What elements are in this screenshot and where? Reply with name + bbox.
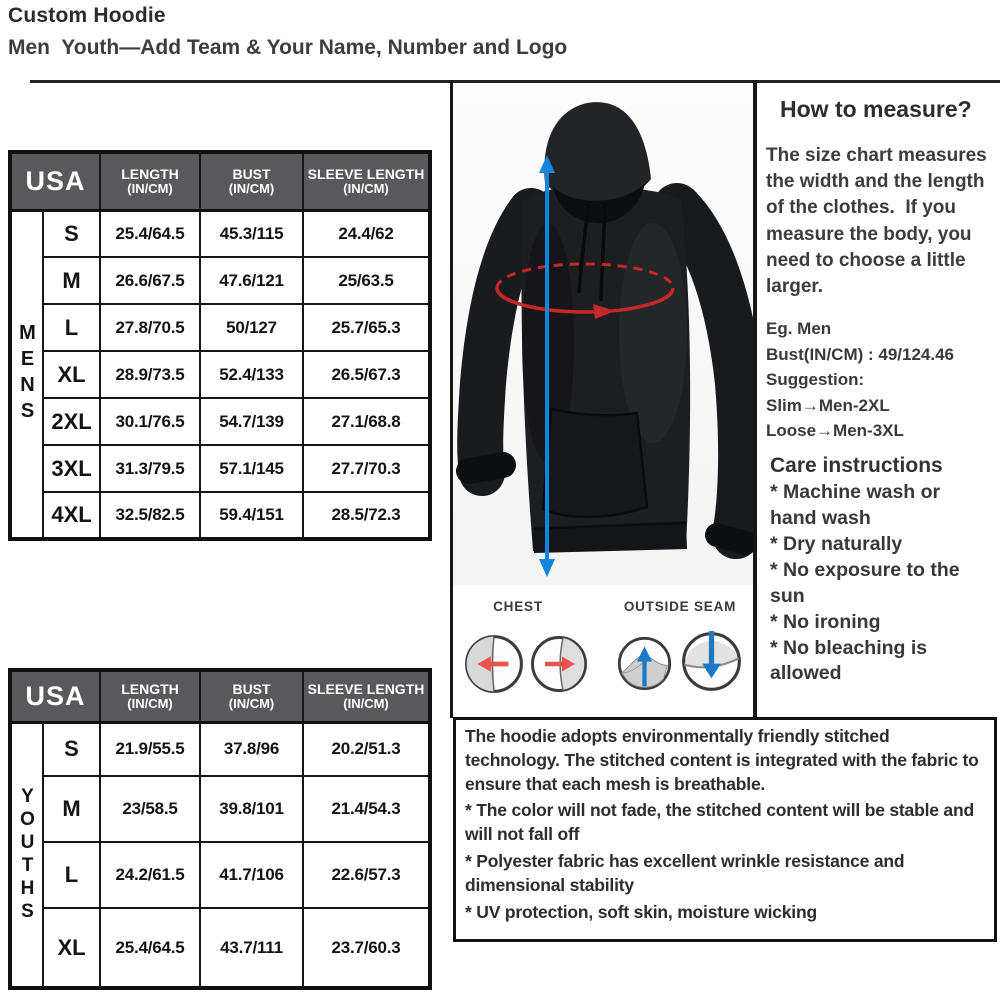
table-row bbox=[10, 492, 430, 539]
column-header-bust bbox=[200, 152, 303, 210]
how-to-measure-heading: How to measure? bbox=[780, 96, 972, 122]
description-line: * UV protection, soft skin, moisture wicking bbox=[465, 901, 817, 922]
column-unit: (IN/CM) bbox=[343, 695, 389, 711]
bust-cell: 37.8/96 bbox=[200, 722, 303, 776]
table-row bbox=[10, 304, 430, 351]
seam-lift-up-icon bbox=[616, 635, 673, 692]
care-item: * Machine wash or hand wash bbox=[770, 481, 941, 529]
length-cell: 21.9/55.5 bbox=[100, 722, 200, 776]
product-description-box bbox=[453, 717, 997, 942]
length-cell: 27.8/70.5 bbox=[100, 304, 200, 351]
example-line: Slim→Men-2XL bbox=[766, 395, 890, 415]
column-label: LENGTH bbox=[121, 680, 179, 697]
care-instructions-block bbox=[770, 454, 988, 687]
care-instructions-heading: Care instructions bbox=[770, 454, 943, 477]
size-label-cell: XL bbox=[43, 908, 100, 988]
column-unit: (IN/CM) bbox=[228, 180, 275, 196]
description-line: The hoodie adopts environmentally friendly stitched technology. The stitched content is integrated with the fabric to ensure that each mesh is breathable. bbox=[465, 726, 979, 794]
chest-label: CHEST bbox=[493, 599, 543, 614]
seam-press-down-icon bbox=[680, 630, 743, 693]
mens-group-label: MENS bbox=[10, 210, 43, 539]
page-title: Custom Hoodie bbox=[8, 4, 166, 27]
table-row bbox=[10, 445, 430, 492]
size-label-cell: S bbox=[43, 722, 100, 776]
column-unit: (IN/CM) bbox=[228, 695, 275, 711]
table-row bbox=[10, 722, 430, 776]
size-label-cell: L bbox=[43, 842, 100, 908]
length-cell: 31.3/79.5 bbox=[100, 445, 200, 492]
table-row bbox=[10, 257, 430, 304]
measure-guide-panel bbox=[766, 88, 996, 716]
column-unit: (IN/CM) bbox=[343, 180, 389, 196]
example-line: Suggestion: bbox=[766, 370, 865, 389]
example-line: Bust(IN/CM) : 49/124.46 bbox=[766, 344, 954, 364]
chest-stretch-left-icon bbox=[463, 633, 525, 695]
size-label-cell: 3XL bbox=[43, 445, 100, 492]
bust-cell: 52.4/133 bbox=[200, 351, 303, 398]
length-cell: 23/58.5 bbox=[100, 776, 200, 842]
bust-cell: 39.8/101 bbox=[200, 776, 303, 842]
sleeve-cell: 23.7/60.3 bbox=[303, 908, 430, 988]
bust-cell: 45.3/115 bbox=[200, 210, 303, 257]
how-to-measure-body: The size chart measures the width and the length of the clothes. If you measure the body, you need to choose a little larger. bbox=[766, 145, 992, 298]
length-cell: 24.2/61.5 bbox=[100, 842, 200, 908]
hoodie-illustration bbox=[453, 83, 753, 585]
sleeve-cell: 24.4/62 bbox=[303, 210, 430, 257]
care-item: * No ironing bbox=[770, 610, 881, 633]
size-label-cell: XL bbox=[43, 351, 100, 398]
column-header-usa: USA bbox=[10, 152, 100, 210]
table-row bbox=[10, 398, 430, 445]
youths-header-row bbox=[10, 670, 430, 722]
bust-cell: 50/127 bbox=[200, 304, 303, 351]
sleeve-cell: 26.5/67.3 bbox=[303, 351, 430, 398]
sleeve-cell: 25/63.5 bbox=[303, 257, 430, 304]
bust-cell: 47.6/121 bbox=[200, 257, 303, 304]
column-header-sleeve bbox=[303, 152, 430, 210]
bust-cell: 54.7/139 bbox=[200, 398, 303, 445]
sleeve-cell: 21.4/54.3 bbox=[303, 776, 430, 842]
length-cell: 25.4/64.5 bbox=[100, 210, 200, 257]
column-label: BUST bbox=[232, 165, 271, 182]
table-row bbox=[10, 210, 430, 257]
bust-cell: 41.7/106 bbox=[200, 842, 303, 908]
column-label: LENGTH bbox=[121, 165, 179, 182]
table-row bbox=[10, 776, 430, 842]
column-header-length bbox=[100, 152, 200, 210]
length-cell: 26.6/67.5 bbox=[100, 257, 200, 304]
outside-seam-label: OUTSIDE SEAM bbox=[623, 599, 737, 614]
column-header-sleeve bbox=[303, 670, 430, 722]
hoodie-product-image bbox=[453, 83, 753, 585]
size-label-cell: 4XL bbox=[43, 492, 100, 539]
size-label-cell: M bbox=[43, 257, 100, 304]
page-subtitle: Men Youth—Add Team & Your Name, Number and Logo bbox=[8, 36, 568, 59]
vertical-divider-right bbox=[753, 80, 757, 718]
length-cell: 32.5/82.5 bbox=[100, 492, 200, 539]
table-row bbox=[10, 908, 430, 988]
column-label: SLEEVE LENGTH bbox=[307, 165, 425, 182]
sleeve-cell: 27.7/70.3 bbox=[303, 445, 430, 492]
length-cell: 30.1/76.5 bbox=[100, 398, 200, 445]
bust-cell: 57.1/145 bbox=[200, 445, 303, 492]
bust-cell: 59.4/151 bbox=[200, 492, 303, 539]
chest-stretch-right-icon bbox=[529, 634, 589, 694]
youths-size-table bbox=[8, 668, 432, 990]
size-label-cell: L bbox=[43, 304, 100, 351]
youths-group-label: YOUTHS bbox=[10, 722, 43, 988]
example-line: Eg. Men bbox=[766, 319, 832, 338]
size-label-cell: 2XL bbox=[43, 398, 100, 445]
care-item: * No exposure to the sun bbox=[770, 558, 960, 607]
table-row bbox=[10, 351, 430, 398]
column-unit: (IN/CM) bbox=[127, 180, 173, 196]
length-cell: 28.9/73.5 bbox=[100, 351, 200, 398]
care-item: * No bleaching is allowed bbox=[770, 636, 928, 685]
column-unit: (IN/CM) bbox=[127, 695, 173, 711]
column-header-usa: USA bbox=[10, 670, 100, 722]
size-label-cell: S bbox=[43, 210, 100, 257]
size-label-cell: M bbox=[43, 776, 100, 842]
size-example-block bbox=[766, 316, 994, 444]
length-cell: 25.4/64.5 bbox=[100, 908, 200, 988]
sleeve-cell: 28.5/72.3 bbox=[303, 492, 430, 539]
sleeve-cell: 27.1/68.8 bbox=[303, 398, 430, 445]
example-line: Loose→Men-3XL bbox=[766, 421, 904, 440]
column-header-bust bbox=[200, 670, 303, 722]
sleeve-cell: 20.2/51.3 bbox=[303, 722, 430, 776]
sleeve-cell: 22.6/57.3 bbox=[303, 842, 430, 908]
care-item: * Dry naturally bbox=[770, 532, 903, 555]
table-row bbox=[10, 842, 430, 908]
description-line: * Polyester fabric has excellent wrinkle resistance and dimensional stability bbox=[465, 850, 905, 895]
column-label: BUST bbox=[232, 680, 271, 697]
sleeve-cell: 25.7/65.3 bbox=[303, 304, 430, 351]
column-label: SLEEVE LENGTH bbox=[307, 680, 425, 697]
bust-cell: 43.7/111 bbox=[200, 908, 303, 988]
mens-size-table bbox=[8, 150, 432, 541]
description-line: * The color will not fade, the stitched content will be stable and will not fall off bbox=[465, 800, 974, 845]
mens-header-row bbox=[10, 152, 430, 210]
column-header-length bbox=[100, 670, 200, 722]
